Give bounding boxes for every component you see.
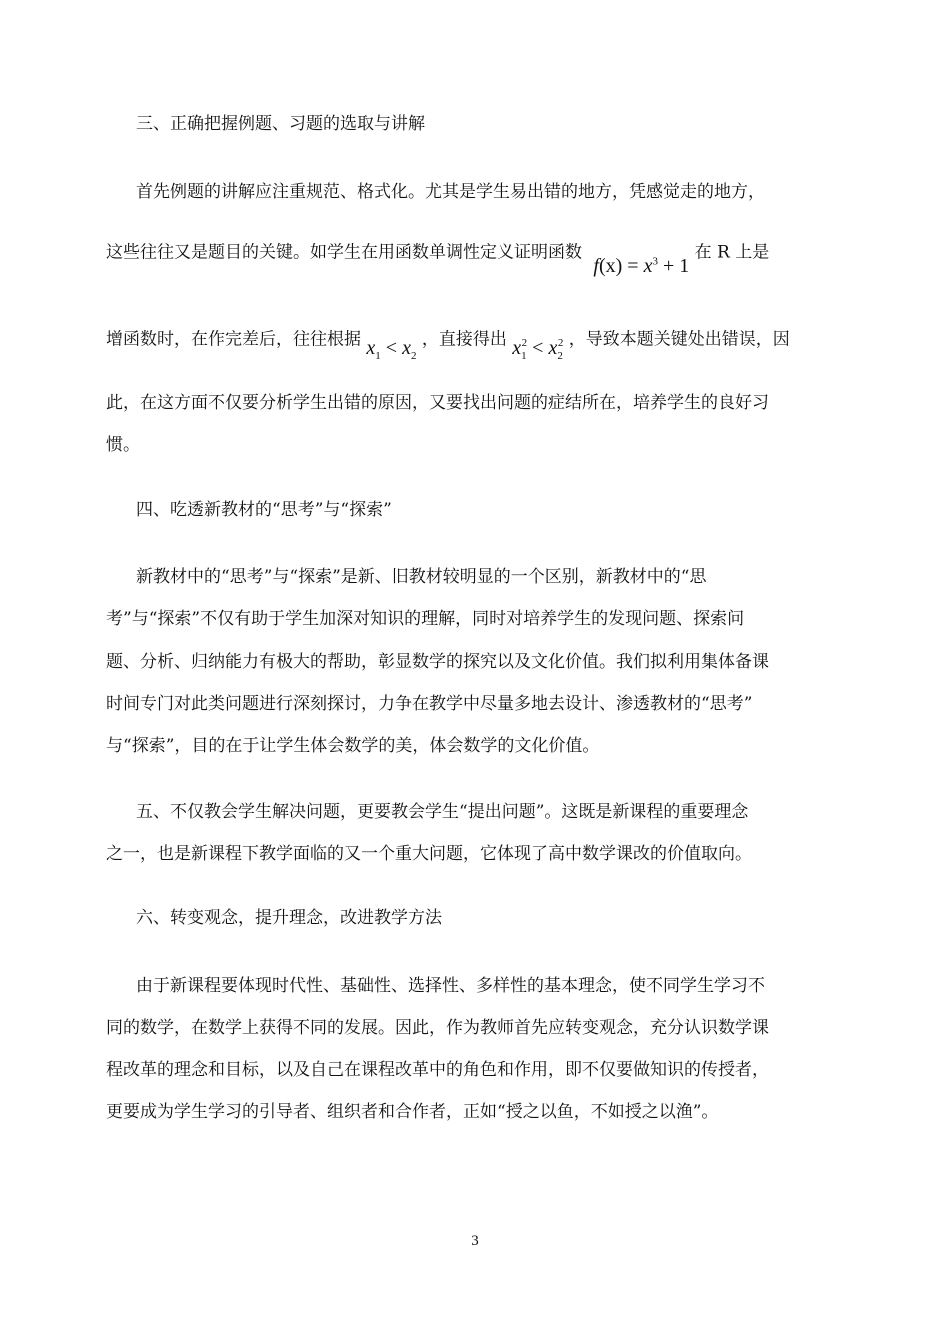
paragraph-line: 惯。 — [106, 435, 140, 455]
paragraph-line: 首先例题的讲解应注重规范、格式化。尤其是学生易出错的地方，凭感觉走的地方， — [136, 182, 765, 202]
paragraph-line — [106, 235, 770, 277]
paragraph-line: 之一，也是新课程下教学面临的又一个重大问题，它体现了高中数学课改的价值取向。 — [106, 844, 752, 864]
section-heading-4: 四、吃透新教材的“思考”与“探索” — [136, 500, 392, 520]
paragraph-text: ，直接得出 — [421, 329, 507, 350]
paragraph-line: 题、分析、归纳能力有极大的帮助，彰显数学的探究以及文化价值。我们拟利用集体备课 — [106, 652, 769, 672]
inequality-x1-lt-x2: $x_1 < x_2$ — [366, 336, 417, 362]
paragraph-line: 与“探索”，目的在于让学生体会数学的美，体会数学的文化价值。 — [106, 736, 600, 756]
paragraph-text: 这些往往又是题目的关键。如学生在用函数单调性定义证明函数 — [106, 242, 582, 263]
section-heading-6: 六、转变观念，提升理念，改进教学方法 — [136, 908, 442, 928]
paragraph-text: 增函数时，在作完差后，往往根据 — [106, 329, 361, 350]
page-number: 3 — [471, 1233, 479, 1249]
paragraph-line — [106, 322, 790, 362]
paragraph-line: 考”与“探索”不仅有助于学生加深对知识的理解，同时对培养学生的发现问题、探索问 — [106, 609, 745, 629]
paragraph-line: 新教材中的“思考”与“探索”是新、旧教材较明显的一个区别，新教材中的“思 — [136, 567, 707, 587]
paragraph-line: 程改革的理念和目标，以及自己在课程改革中的角色和作用，即不仅要做知识的传授者， — [106, 1060, 769, 1080]
paragraph-line: 更要成为学生学习的引导者、组织者和合作者，正如“授之以鱼，不如授之以渔”。 — [106, 1102, 719, 1122]
section-heading-3: 三、正确把握例题、习题的选取与讲解 — [136, 114, 425, 134]
paragraph-text: ，导致本题关键处出错误，因 — [568, 329, 790, 350]
paragraph-text: 在 R 上是 — [694, 242, 770, 263]
paragraph-line: 同的数学，在数学上获得不同的发展。因此，作为教师首先应转变观念，充分认识数学课 — [106, 1018, 769, 1038]
function-formula: $f(x) = x^3 + 1$ — [593, 254, 690, 277]
inequality-x1sq-lt-x2sq: $x_1^2 < x_2^2$ — [512, 336, 564, 362]
paragraph-line: 由于新课程要体现时代性、基础性、选择性、多样性的基本理念，使不同学生学习不 — [136, 976, 765, 996]
section-heading-5: 五、不仅教会学生解决问题，更要教会学生“提出问题”。这既是新课程的重要理念 — [136, 802, 749, 822]
paragraph-line: 时间专门对此类问题进行深刻探讨，力争在教学中尽量多地去设计、渗透教材的“思考” — [106, 694, 753, 714]
paragraph-line: 此，在这方面不仅要分析学生出错的原因，又要找出问题的症结所在，培养学生的良好习 — [106, 393, 769, 413]
